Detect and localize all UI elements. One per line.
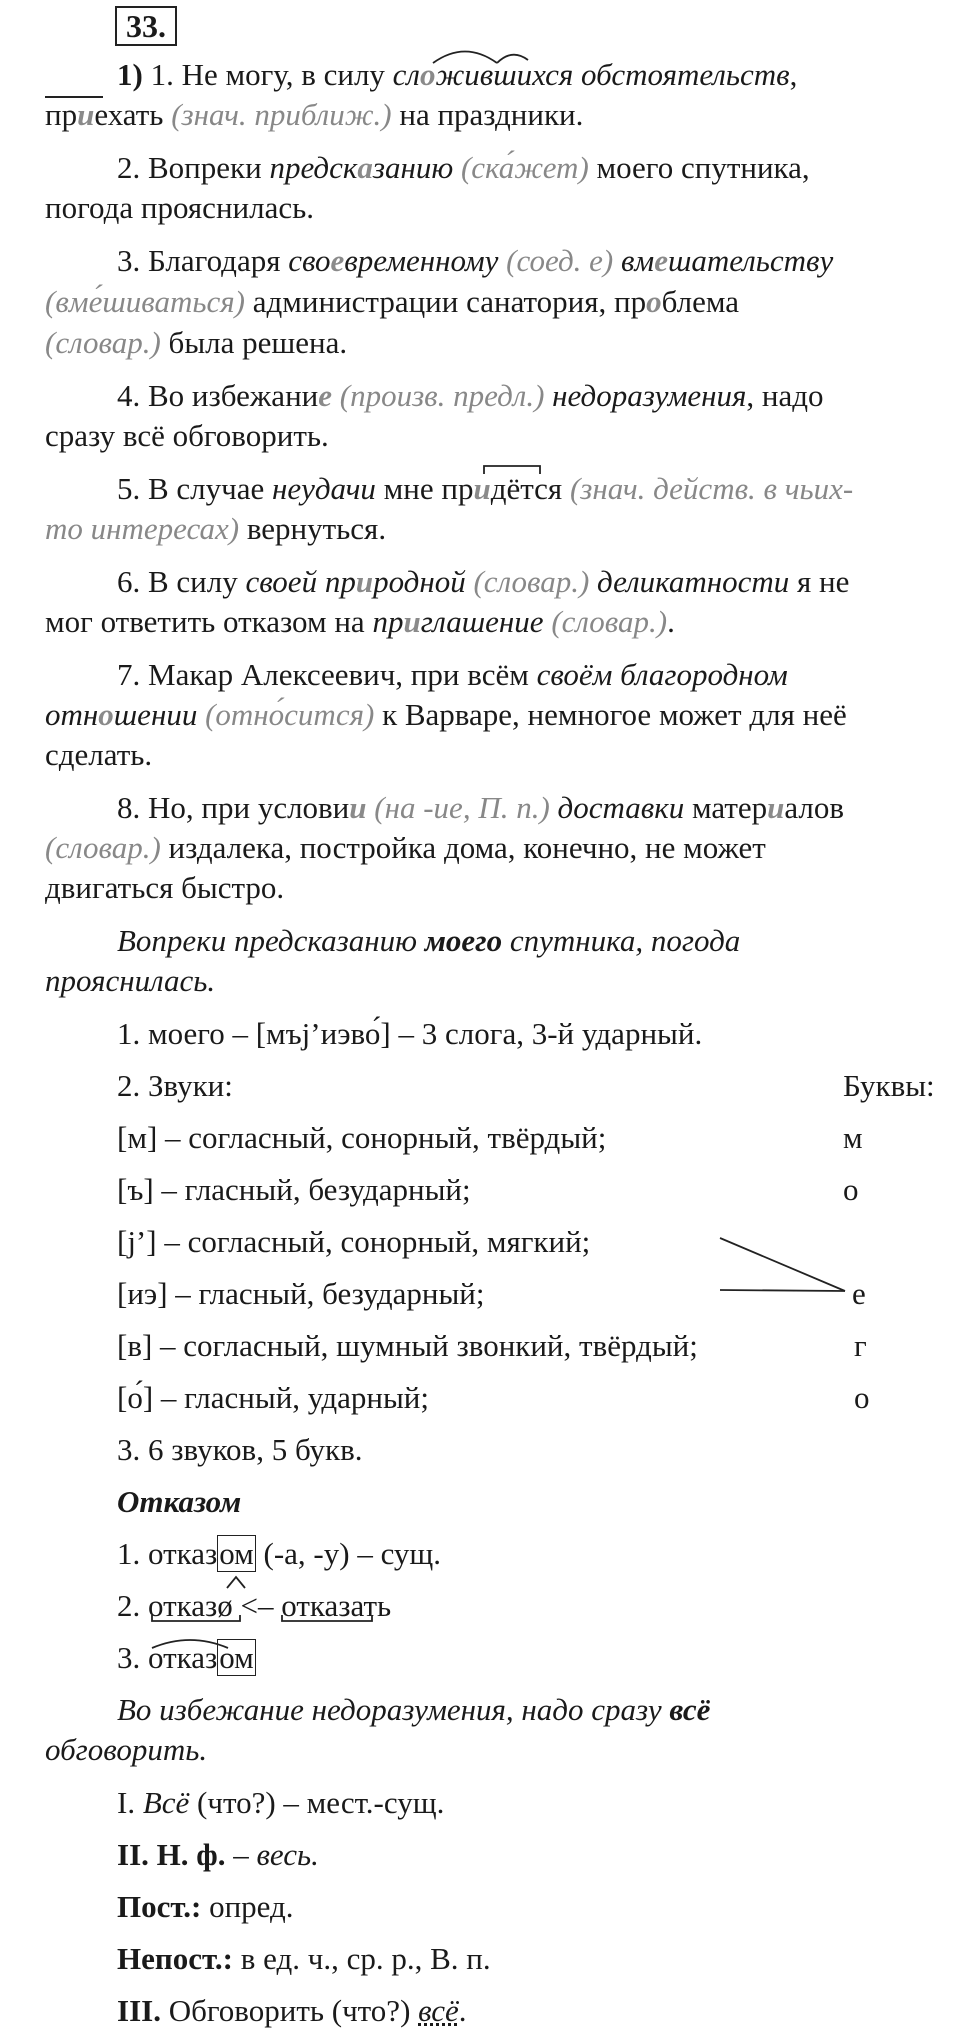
sound-row: [о́] – гласный, ударный; — [117, 1380, 429, 1415]
letter-cell: м — [843, 1120, 863, 1155]
sentence-4-line-2: сразу всё обговорить. — [45, 418, 329, 453]
sentence-1-line-2: приехать (знач. приближ.) на праздники. — [45, 97, 584, 132]
phonetic-summary: 3. 6 звуков, 5 букв. — [117, 1432, 363, 1467]
sentence-3: 3. Благодаря своевременному (соед. е) вмешательству — [117, 243, 834, 278]
sentence-1: 1) 1. Не могу, в силу сложившихся обстоятельств, — [117, 57, 798, 92]
morph-line-1: 1. отказом (-а, -у) – сущ. — [117, 1536, 442, 1571]
sentence-5: 5. В случае неудачи мне придётся (знач. действ. в чьих- — [117, 471, 854, 506]
sentence-6: 6. В силу своей природной (словар.) деликатности я не — [117, 564, 850, 599]
sentence-8-line-2: (словар.) издалека, постройка дома, конечно, не может — [45, 830, 766, 865]
morphology-item-5: III. Обговорить (что?) всё. — [117, 1993, 467, 2028]
letters-header: Буквы: — [843, 1068, 935, 1103]
sentence-7: 7. Макар Алексеевич, при всём своём благородном — [117, 657, 788, 692]
phonetic-line-1: 1. моего – [мъj’иэво́] – 3 слога, 3-й ударный. — [117, 1016, 703, 1051]
morphology-item-4: Непост.: в ед. ч., ср. р., В. п. — [117, 1941, 491, 1976]
morphology-sentence-line-2: обговорить. — [45, 1732, 208, 1767]
part-marker: 1) — [117, 57, 143, 92]
morph-line-2: 2. отказø <– отказать — [117, 1588, 392, 1623]
sound-row: [j’] – согласный, сонорный, мягкий; — [117, 1224, 591, 1259]
sound-row: [иэ] – гласный, безударный; — [117, 1276, 485, 1311]
sentence-3-line-3: (словар.) была решена. — [45, 325, 348, 360]
morphology-item-1: I. Всё (что?) – мест.-сущ. — [117, 1785, 445, 1820]
morphology-item-3: Пост.: опред. — [117, 1889, 294, 1924]
sound-row: [ъ] – гласный, безударный; — [117, 1172, 471, 1207]
sounds-header: 2. Звуки: — [117, 1068, 233, 1103]
sentence-7-line-3: сделать. — [45, 737, 153, 772]
morph-word: Отказом — [117, 1484, 242, 1519]
sentence-2-line-2: погода прояснилась. — [45, 190, 314, 225]
phonetic-sentence: Вопреки предсказанию моего спутника, погода — [117, 923, 741, 958]
sound-row: [в] – согласный, шумный звонкий, твёрдый; — [117, 1328, 698, 1363]
exercise-number: 33. — [115, 6, 177, 46]
morphology-sentence: Во избежание недоразумения, надо сразу всё — [117, 1692, 711, 1727]
sentence-8: 8. Но, при условии (на -ие, П. п.) доставки материалов — [117, 790, 845, 825]
sentence-7-line-2: отношении (отно́сится) к Варваре, немногое может для неё — [45, 697, 847, 732]
letter-cell: г — [854, 1328, 867, 1363]
sound-row: [м] – согласный, сонорный, твёрдый; — [117, 1120, 607, 1155]
letter-cell: е — [852, 1276, 866, 1311]
sentence-5-line-2: то интересах) вернуться. — [45, 511, 387, 546]
letter-cell: о — [854, 1380, 870, 1415]
morphology-item-2: II. Н. ф. – весь. — [117, 1837, 319, 1872]
sentence-3-line-2: (вме́шиваться) администрации санатория, проблема — [45, 284, 740, 319]
letter-cell: о — [843, 1172, 859, 1207]
sentence-4: 4. Во избежание (произв. предл.) недоразумения, надо — [117, 378, 824, 413]
morph-line-3: 3. отказом — [117, 1640, 254, 1675]
phonetic-sentence-line-2: прояснилась. — [45, 963, 216, 998]
sentence-2: 2. Вопреки предсказанию (ска́жет) моего спутника, — [117, 150, 810, 185]
sentence-8-line-3: двигаться быстро. — [45, 870, 285, 905]
sentence-6-line-2: мог ответить отказом на приглашение (словар.). — [45, 604, 675, 639]
